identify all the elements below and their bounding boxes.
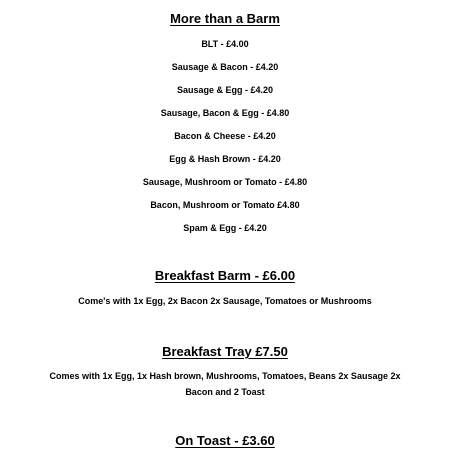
menu-item-bacon-mushroom-tomato: Bacon, Mushroom or Tomato £4.80 <box>150 200 300 210</box>
menu-item-sausage-bacon: Sausage & Bacon - £4.20 <box>171 62 279 72</box>
section-title-breakfast-tray: Breakfast Tray £7.50 <box>162 344 288 359</box>
menu-item-spam-egg: Spam & Egg - £4.20 <box>183 223 267 233</box>
section-title-breakfast-barm: Breakfast Barm - £6.00 <box>154 268 296 283</box>
breakfast-tray-description-line1: Comes with 1x Egg, 1x Hash brown, Mushrooms, Tomatoes, Beans 2x Sausage 2x <box>49 371 401 381</box>
menu-item-sausage-egg: Sausage & Egg - £4.20 <box>176 85 274 95</box>
menu-item-sausage-bacon-egg: Sausage, Bacon & Egg - £4.80 <box>160 108 290 118</box>
breakfast-tray-description-line2: Bacon and 2 Toast <box>185 387 265 397</box>
section-title-more-than-a-barm: More than a Barm <box>170 11 280 26</box>
breakfast-barm-description: Come's with 1x Egg, 2x Bacon 2x Sausage, Tomatoes or Mushrooms <box>78 296 372 306</box>
menu-item-sausage-mushroom-tomato: Sausage, Mushroom or Tomato - £4.80 <box>142 177 308 187</box>
menu-item-blt: BLT - £4.00 <box>201 39 249 49</box>
menu-item-egg-hash-brown: Egg & Hash Brown - £4.20 <box>169 154 281 164</box>
menu-item-bacon-cheese: Bacon & Cheese - £4.20 <box>174 131 276 141</box>
section-title-on-toast: On Toast - £3.60 <box>175 433 275 448</box>
